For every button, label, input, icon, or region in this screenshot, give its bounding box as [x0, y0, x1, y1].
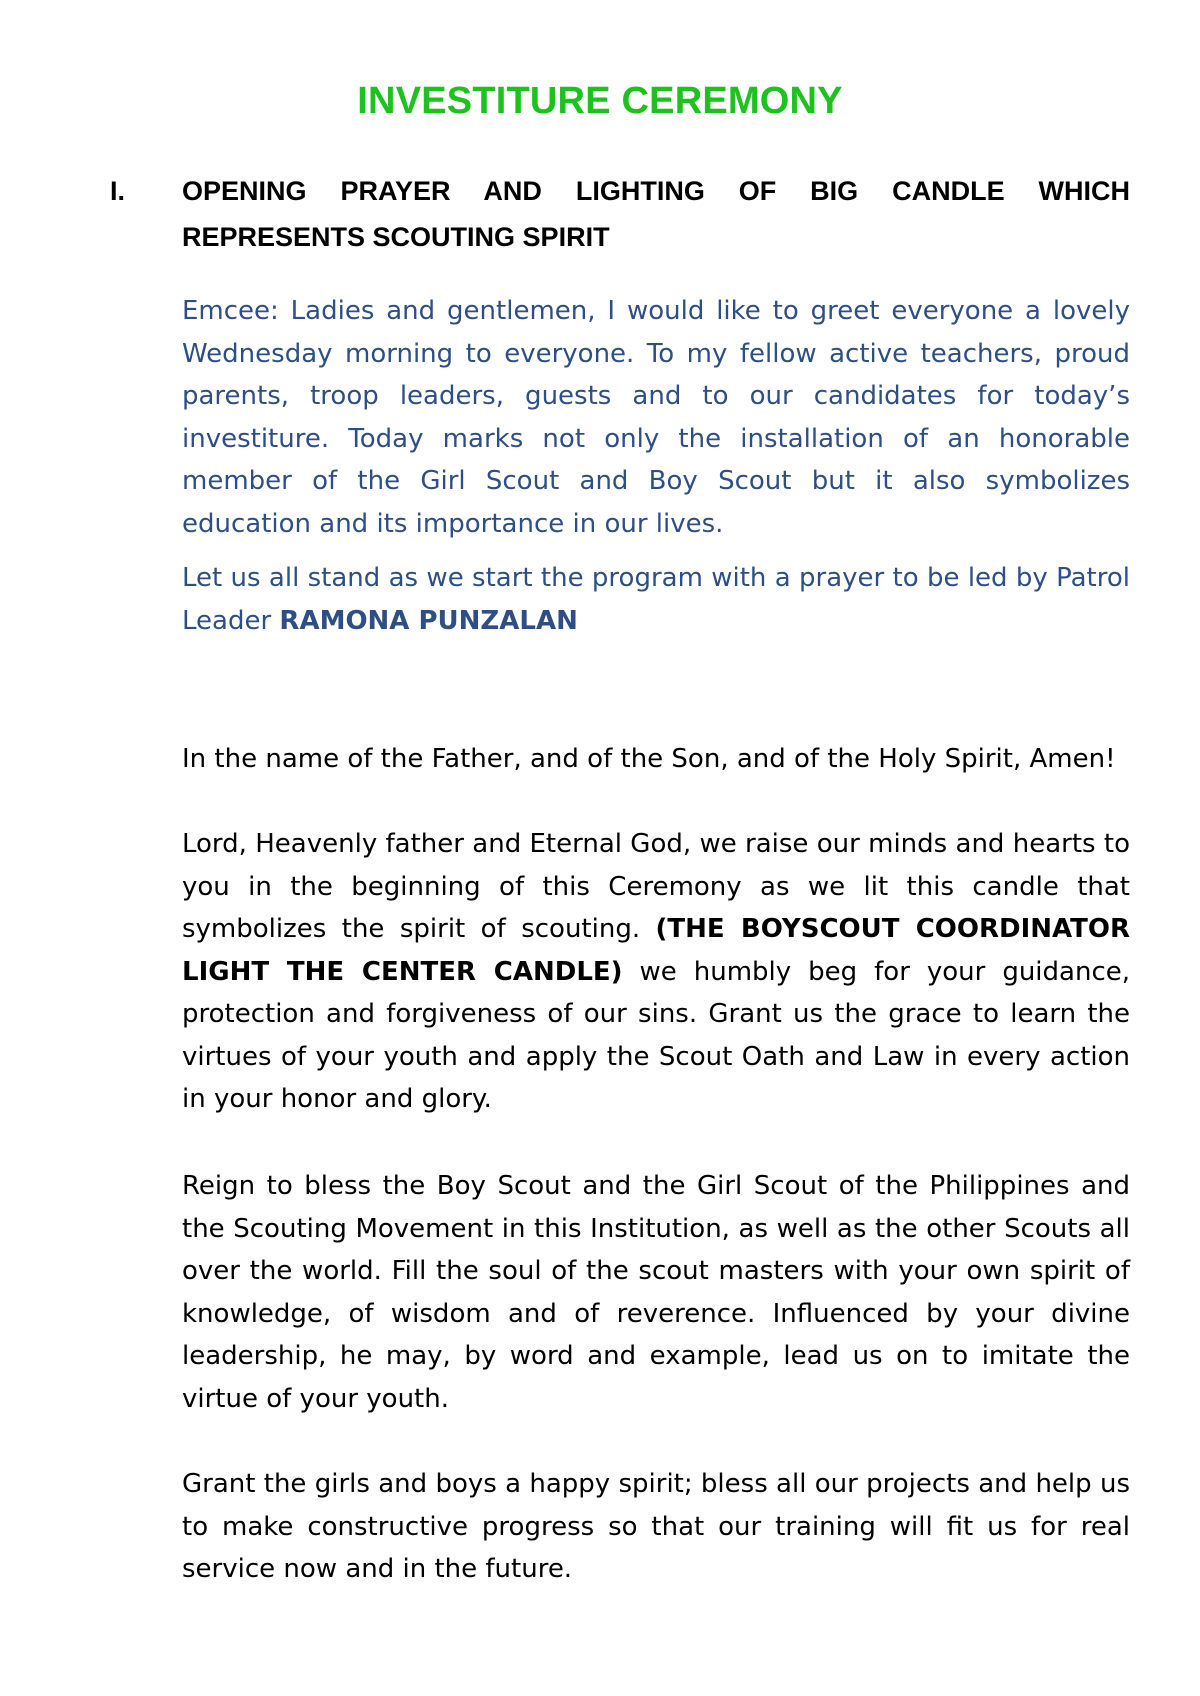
prayer-opening-line: In the name of the Father, and of the Son, and of the Holy Spirit, Amen!: [182, 744, 1116, 774]
prayer-p1-text-end: we humbly beg for your guidance, protection and forgiveness of our sins. Grant us the grace to learn the virtues of your youth and apply the Scout Oath and Law in every action in your honor and glory.: [182, 956, 1130, 1114]
emcee-script: [182, 290, 1130, 642]
prayer-p2-text: Reign to bless the Boy Scout and the Girl Scout of the Philippines and the Scouting Movement in this Institution, as well as the other Scouts all over the world. Fill the soul of the scout masters with your own spirit of knowledge, of wisdom and of reverence. Influenced by your divine leadership, he may, by word and example, lead us on to imitate the virtue of your youth.: [182, 1171, 1130, 1414]
section-number: I.: [110, 176, 126, 206]
emcee-invitation-text: Let us all stand as we start the program with a prayer to be led by Patrol Leader: [182, 563, 1130, 636]
emcee-invitation-paragraph: [182, 557, 1130, 642]
prayer-stage-direction: (THE BOYSCOUT COORDINATOR LIGHT THE CENTER CANDLE): [182, 914, 1130, 987]
prayer-opening: [182, 738, 1130, 781]
prayer-paragraph-3: [182, 1463, 1130, 1591]
prayer-paragraph-1: [182, 823, 1130, 1121]
prayer-p3-text: Grant the girls and boys a happy spirit; bless all our projects and help us to make constructive progress so that our training will fit us for real service now and in the future.: [182, 1469, 1130, 1584]
section-heading-line-1: OPENING PRAYER AND LIGHTING OF BIG CANDLE WHICH: [182, 176, 1130, 206]
section-heading-text: [182, 168, 1130, 260]
prayer-paragraph-2: [182, 1165, 1130, 1420]
prayer-p1-text-start: Lord, Heavenly father and Eternal God, we raise our minds and hearts to you in the beginning of this Ceremony as we lit this candle that symbolizes the spirit of scouting.: [182, 829, 1130, 944]
emcee-greeting-paragraph: Emcee: Ladies and gentlemen, I would like to greet everyone a lovely Wednesday morning to everyone. To my fellow active teachers, proud parents, troop leaders, guests and to our candidates for today’s investiture. Today marks not only the installation of an honorable member of the Girl Scout and Boy Scout but it also symbolizes education and its importance in our lives.: [182, 296, 1130, 539]
prayer-leader-name: RAMONA PUNZALAN: [279, 605, 578, 636]
section-heading-line-2: REPRESENTS SCOUTING SPIRIT: [182, 222, 610, 252]
document-title: INVESTITURE CEREMONY: [357, 80, 843, 122]
